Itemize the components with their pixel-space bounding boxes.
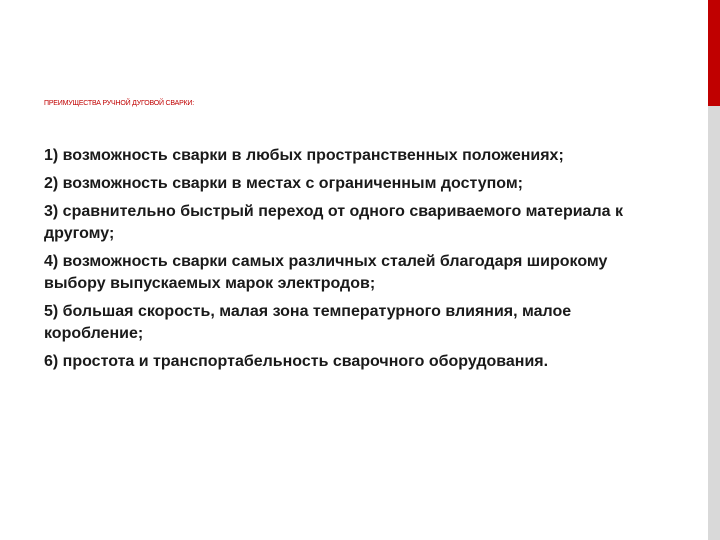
- list-item: 2) возможность сварки в местах с ограниченным доступом;: [44, 175, 524, 192]
- bullet-list: [44, 145, 644, 379]
- list-item: 1) возможность сварки в любых пространственных положениях;: [44, 147, 564, 164]
- list-item: 4) возможность сварки самых различных сталей благодаря широкому выбору выпускаемых марок электродов;: [44, 253, 608, 292]
- list-item: 6) простота и транспортабельность сварочного оборудования.: [44, 353, 549, 370]
- list-item: 5) большая скорость, малая зона температурного влияния, малое коробление;: [44, 303, 572, 342]
- accent-bar-red-segment: [708, 0, 720, 106]
- list-item: 3) сравнительно быстрый переход от одного свариваемого материала к другому;: [44, 203, 623, 242]
- accent-bar: [708, 0, 720, 540]
- slide-title: ПРЕИМУЩЕСТВА РУЧНОЙ ДУГОВОЙ СВАРКИ:: [44, 100, 195, 107]
